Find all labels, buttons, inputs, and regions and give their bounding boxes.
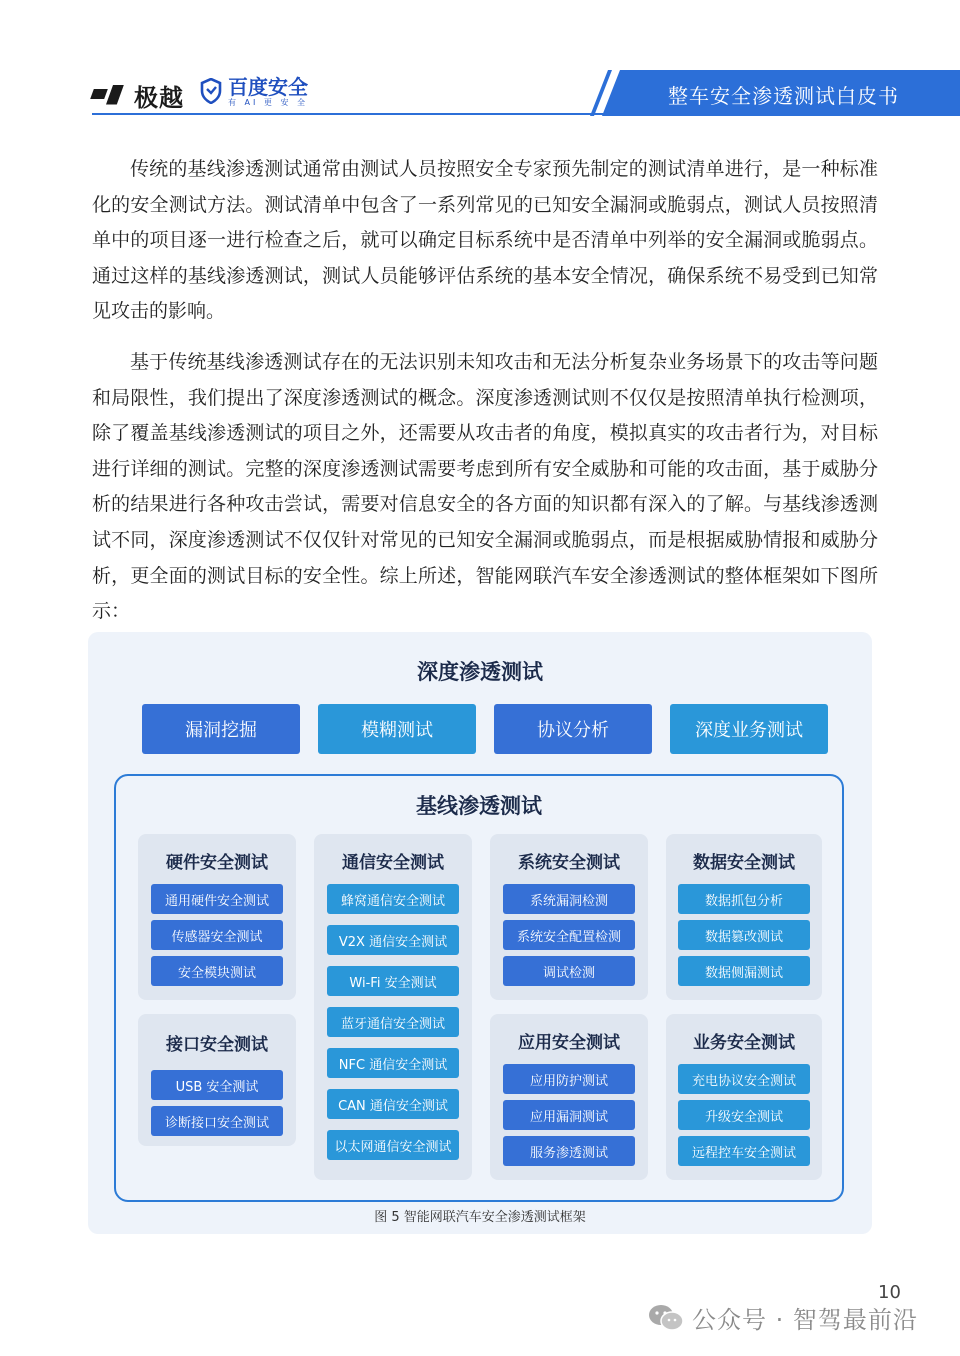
system-item: 系统安全配置检测 (503, 920, 635, 950)
body-paragraph-2: 基于传统基线渗透测试存在的无法识别未知攻击和无法分析复杂业务场景下的攻击等问题和局限性，我们提出了深度渗透测试的概念。深度渗透测试则不仅仅是按照清单执行检测项，除了覆盖基线渗透测试的项目之外，还需要从攻击者的角度，模拟真实的攻击者行为，对目标进行详细的测试。完整的深度渗透测试需要考虑到所有安全威胁和可能的攻击面，基于威胁分析的结果进行各种攻击尝试，需要对信息安全的各方面的知识都有深入的了解。与基线渗透测试不同，深度渗透测试不仅仅针对常见的已知安全漏洞或脆弱点，而是根据威胁情报和威胁分析，更全面的测试目标的安全性。综上所述，智能网联汽车安全渗透测试的整体框架如下图所示： (92, 351, 878, 623)
application-title: 应用安全测试 (518, 1033, 620, 1053)
hardware-title: 硬件安全测试 (166, 853, 268, 873)
application-item: 应用漏洞测试 (503, 1100, 635, 1130)
hardware-card (138, 834, 296, 1000)
business-item: 充电协议安全测试 (678, 1064, 810, 1094)
system-item: 调试检测 (503, 956, 635, 986)
system-item: 系统漏洞检测 (503, 884, 635, 914)
data-item: 数据侧漏测试 (678, 956, 810, 986)
wechat-icon (648, 1303, 684, 1333)
business-card (666, 1014, 822, 1180)
shield-icon (200, 78, 222, 104)
system-card (490, 834, 648, 1000)
baseline-test-title: 基线渗透测试 (416, 794, 542, 818)
deep-test-title: 深度渗透测试 (417, 660, 543, 684)
deep-item-vuln-mining: 漏洞挖掘 (142, 704, 300, 754)
application-card (490, 1014, 648, 1180)
communication-item: CAN 通信安全测试 (327, 1089, 459, 1119)
data-item: 数据篡改测试 (678, 920, 810, 950)
jiyue-logo (92, 78, 184, 113)
baidu-security-logo (200, 76, 308, 108)
deep-item-protocol-analysis: 协议分析 (494, 704, 652, 754)
interface-item: 诊断接口安全测试 (151, 1106, 283, 1136)
application-item: 服务渗透测试 (503, 1136, 635, 1166)
figure-caption: 图 5 智能网联汽车安全渗透测试框架 (374, 1210, 586, 1225)
business-title: 业务安全测试 (693, 1033, 795, 1053)
jiyue-brand-text: 极越 (134, 84, 184, 112)
document-title: 整车安全渗透测试白皮书 (668, 84, 899, 108)
communication-card (314, 834, 472, 1180)
interface-card (138, 1014, 296, 1146)
jiyue-mark-icon (92, 85, 126, 107)
communication-item: 蜂窝通信安全测试 (327, 884, 459, 914)
header-divider (92, 113, 632, 115)
communication-item: NFC 通信安全测试 (327, 1048, 459, 1078)
hardware-item: 传感器安全测试 (151, 920, 283, 950)
communication-title: 通信安全测试 (342, 853, 444, 873)
data-title: 数据安全测试 (693, 853, 795, 873)
page-header (0, 0, 960, 120)
business-item: 远程控车安全测试 (678, 1136, 810, 1166)
interface-item: USB 安全测试 (151, 1070, 283, 1100)
interface-title: 接口安全测试 (166, 1035, 268, 1055)
business-item: 升级安全测试 (678, 1100, 810, 1130)
watermark (648, 1300, 918, 1335)
hardware-item: 安全模块测试 (151, 956, 283, 986)
communication-item: 以太网通信安全测试 (327, 1130, 459, 1160)
application-item: 应用防护测试 (503, 1064, 635, 1094)
data-item: 数据抓包分析 (678, 884, 810, 914)
communication-item: 蓝牙通信安全测试 (327, 1007, 459, 1037)
baseline-test-box (114, 774, 844, 1202)
baidu-security-slogan: 有 AI 更 安 全 (228, 98, 309, 107)
communication-item: Wi-Fi 安全测试 (327, 966, 459, 996)
watermark-text: 公众号 · 智驾最前沿 (692, 1306, 918, 1334)
baidu-security-name: 百度安全 (228, 75, 308, 99)
deep-item-fuzzing: 模糊测试 (318, 704, 476, 754)
data-card (666, 834, 822, 1000)
communication-item: V2X 通信安全测试 (327, 925, 459, 955)
body-paragraph-1: 传统的基线渗透测试通常由测试人员按照安全专家预先制定的测试清单进行，是一种标准化的安全测试方法。测试清单中包含了一系列常见的已知安全漏洞或脆弱点，测试人员按照清单中的项目逐一进行检查之后，就可以确定目标系统中是否清单中列举的安全漏洞或脆弱点。通过这样的基线渗透测试，测试人员能够评估系统的基本安全情况，确保系统不易受到已知常见攻击的影响。 (92, 158, 878, 323)
hardware-item: 通用硬件安全测试 (151, 884, 283, 914)
framework-figure (88, 632, 872, 1234)
page-number: 10 (878, 1282, 901, 1303)
deep-item-business-test: 深度业务测试 (670, 704, 828, 754)
system-title: 系统安全测试 (518, 853, 620, 873)
deep-test-row (142, 704, 828, 754)
